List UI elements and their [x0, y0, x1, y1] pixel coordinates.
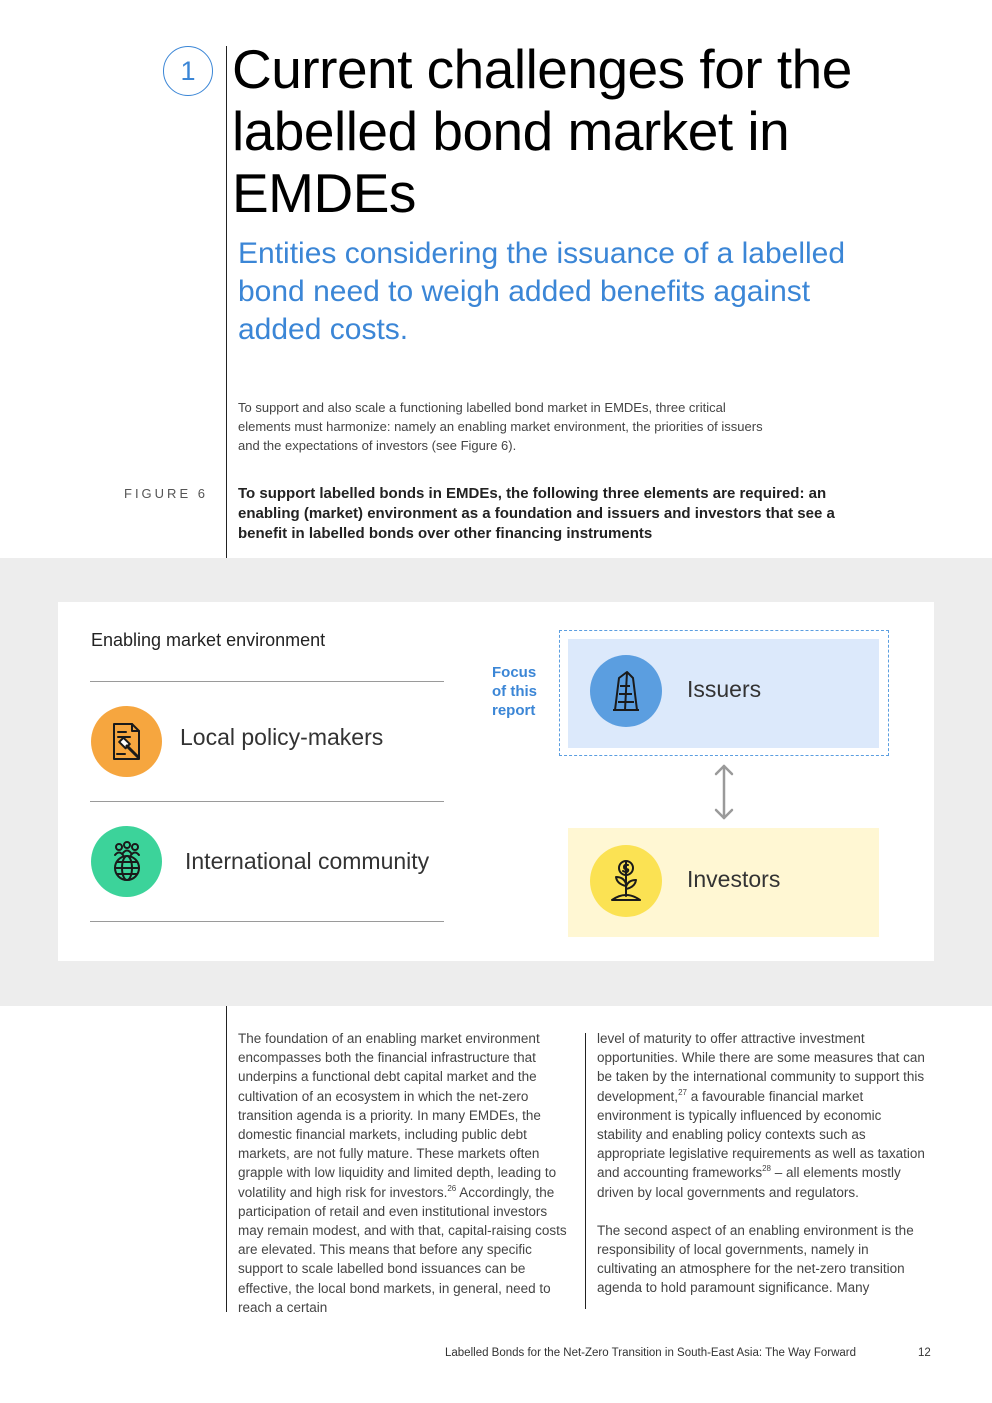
intro-paragraph: To support and also scale a functioning labelled bond market in EMDEs, three critical elements must harmonize: namely an enabling market environment, the priorities of issuers and the expectations of investors (see Figure 6). — [238, 400, 763, 453]
figure-label: FIGURE 6 — [124, 486, 208, 501]
footnote-ref: 27 — [678, 1087, 687, 1097]
body-paragraph — [597, 1029, 927, 1202]
footnote-ref: 28 — [762, 1164, 771, 1174]
building-icon — [590, 655, 662, 727]
enabling-environment-title: Enabling market environment — [91, 630, 326, 650]
figure-caption: To support labelled bonds in EMDEs, the following three elements are required: an enabling (market) environment as a foundation and issuers and investors that see a benefit in labelled bonds over other financing instruments — [238, 485, 835, 542]
footer-report-subtitle: The Way Forward — [762, 1347, 857, 1359]
chapter-rule — [226, 46, 227, 558]
body-text: The foundation of an enabling market environment encompasses both the financial infrastructure that underpins a functional debt capital market and the cultivation of an ecosystem in which the net-zero transition agenda is a priority. In many EMDEs, the domestic financial markets, including public debt markets, are not fully mature. These markets often grapple with low liquidity and limited depth, leading to volatility and high risk for investors. — [238, 1031, 557, 1200]
chapter-number-badge — [163, 46, 213, 96]
money-plant-icon — [590, 845, 662, 917]
footer-report-title: Labelled Bonds for the Net-Zero Transition in South-East Asia: — [445, 1347, 763, 1359]
body-paragraph — [238, 1029, 568, 1317]
divider — [90, 801, 444, 802]
footer-title — [445, 1347, 856, 1359]
local-policy-makers-label: Local policy-makers — [180, 724, 384, 750]
page-title: Current challenges for the labelled bond market in EMDEs — [232, 38, 852, 224]
column-divider — [585, 1033, 586, 1309]
focus-of-report-label: Focus of this report — [492, 664, 537, 719]
body-column-right — [597, 1029, 927, 1317]
chapter-number: 1 — [180, 55, 196, 86]
investors-label: Investors — [687, 866, 781, 892]
chapter-rule-lower — [226, 1006, 227, 1312]
footnote-ref: 26 — [447, 1183, 457, 1193]
document-gavel-icon — [91, 706, 162, 777]
divider — [90, 921, 444, 922]
body-text: Accordingly, the participation of retail and even institutional investors may remain modest, and with that, capital-raising costs are elevated. This means that before any specific support to scale labelled bond issuances can be effective, the local bond markets, in general, need to reach a certain — [238, 1184, 567, 1315]
body-text: level of maturity to offer attractive investment opportunities. While there are some measures that can be taken by the international community to support this development, — [597, 1031, 925, 1104]
double-arrow-icon — [712, 762, 736, 822]
body-text: – all elements mostly driven by local governments and regulators. — [597, 1165, 901, 1200]
body-text: a favourable financial market environment is typically influenced by economic stability and enabling policy contexts such as appropriate legislative requirements as well as taxation and accounting frameworks — [597, 1088, 925, 1181]
globe-people-icon — [91, 826, 162, 897]
divider — [90, 681, 444, 682]
body-paragraph: The second aspect of an enabling environment is the responsibility of local governments, namely in cultivating an atmosphere for the net-zero transition agenda to hold paramount significance. Many — [597, 1222, 914, 1296]
international-community-label: International community — [185, 848, 430, 874]
issuers-label: Issuers — [687, 676, 762, 702]
body-column-left — [238, 1029, 568, 1336]
page-subtitle: Entities considering the issuance of a labelled bond need to weigh added benefits against added costs. — [238, 237, 846, 346]
page-number: 12 — [918, 1347, 931, 1359]
